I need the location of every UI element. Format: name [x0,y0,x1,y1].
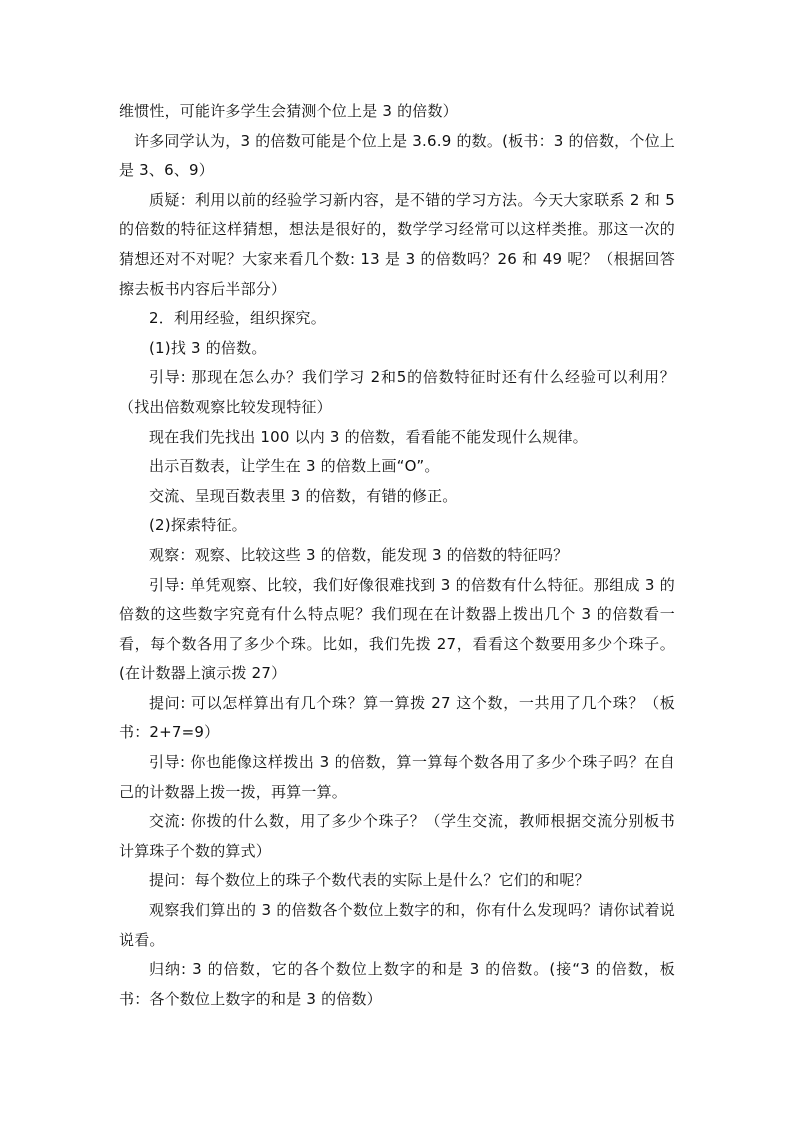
paragraph-student-guess: 许多同学认为，3 的倍数可能是个位上是 3.6.9 的数。(板书：3 的倍数，个位上是 3、6、9） [119,131,675,180]
section-heading: 2．利用经验，组织探究。 [149,309,326,328]
document-body [119,97,675,1014]
paragraph-observe-2: 观察我们算出的 3 的倍数各个数位上数字的和，你有什么发现吗？请你试着说说看。 [119,901,675,949]
paragraph-find-multiples: 现在我们先找出 100 以内 3 的倍数，看看能不能发现什么规律。 [149,427,588,446]
paragraph-ask-1: 提问: 可以怎样算出有几个珠？算一算拨 27 这个数，一共用了几个珠？（板书：2+7=9） [119,693,675,742]
paragraph-continuation: 维惯性，可能许多学生会猜测个位上是 3 的倍数） [119,102,458,120]
paragraph-guide-3: 引导: 你也能像这样拨出 3 的倍数，算一算每个数各用了多少个珠子吗？在自己的计数器上拨一拨，再算一算。 [119,753,675,801]
paragraph-guide-1: 引导: 那现在怎么办？我们学习 2和5的倍数特征时还有什么经验可以利用？（找出倍数观察比较发现特征） [119,368,675,416]
paragraph-ask-2: 提问：每个数位上的珠子个数代表的实际上是什么？它们的和呢？ [149,871,590,890]
paragraph-guide-2: 引导: 单凭观察、比较，我们好像很难找到 3 的倍数有什么特征。那组成 3 的倍数的这些数字究竟有什么特点呢？我们现在在计数器上拨出几个 3 的倍数看一看，每个数各用了多少个珠。比如，我们先拨 27，看看这个数要用多少个珠子。(在计数器上演示拨 27） [119,575,675,683]
paragraph-hundred-chart: 出示百数表，让学生在 3 的倍数上画“O”。 [149,457,440,476]
paragraph-observe: 观察：观察、比较这些 3 的倍数，能发现 3 的倍数的特征吗？ [149,545,569,564]
paragraph-exchange: 交流、呈现百数表里 3 的倍数，有错的修正。 [149,486,458,505]
paragraph-summary: 归纳: 3 的倍数，它的各个数位上数字的和是 3 的倍数。(接“3 的倍数，板书：各个数位上数字的和是 3 的倍数） [119,960,675,1008]
paragraph-exchange-2: 交流: 你拨的什么数，用了多少个珠子？（学生交流，教师根据交流分别板书计算珠子个数的算式） [119,812,675,860]
subsection-heading: (2)探索特征。 [149,516,247,535]
paragraph-question: 质疑：利用以前的经验学习新内容，是不错的学习方法。今天大家联系 2 和 5 的倍数的特征这样猜想，想法是很好的，数学学习经常可以这样类推。那这一次的猜想还对不对呢？大家来看几个数: 13 是 3 的倍数吗？26 和 49 呢？（根据回答擦去板书内容后半部分） [119,190,675,298]
subsection-heading: (1)找 3 的倍数。 [149,338,267,357]
